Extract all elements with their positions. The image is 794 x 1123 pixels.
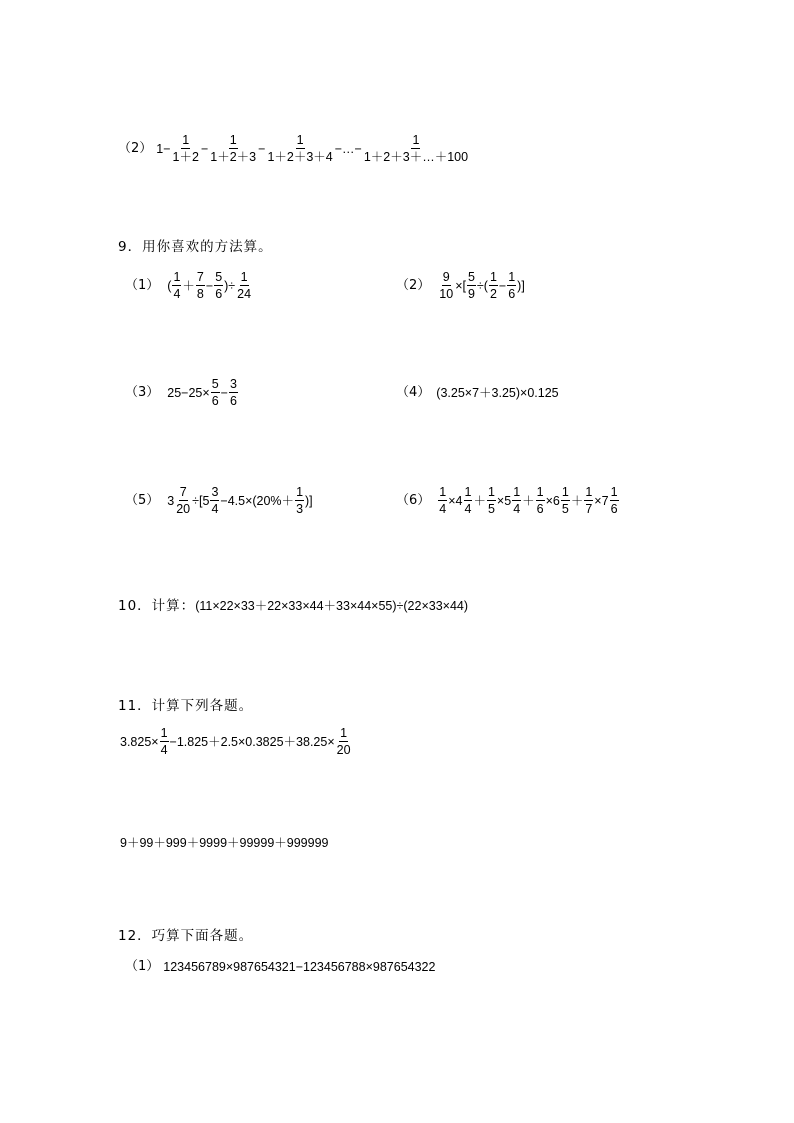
q9-part3: （3） 25−25× $\frac{5}{6}$ − $\frac{3}{6}$: [125, 377, 237, 408]
fraction: $\frac{1}{2}$: [489, 270, 497, 301]
fraction: $\frac{5}{9}$: [467, 270, 475, 301]
fraction: $\frac{1}{6}$: [508, 270, 516, 301]
fraction: $\frac{1}{4}$: [464, 485, 472, 516]
q10-heading: 10．计算：: [118, 598, 196, 614]
fraction: $\frac{1}{4}$: [439, 485, 447, 516]
q9-part5: （5） 3 $\frac{7}{20}$ ÷[5 $\frac{3}{4}$ −4.5×(20%＋ $\frac{1}{3}$ )]: [125, 485, 313, 516]
fraction: $\frac{1}{4}$: [173, 270, 181, 301]
q12-heading: 12．巧算下面各题。: [118, 928, 254, 944]
q9-part1: （1） ( $\frac{1}{4}$ ＋ $\frac{7}{8}$ − $\frac{5}{6}$ )÷ $\frac{1}{24}$: [125, 270, 252, 301]
fraction: $\frac{1}{4}$: [513, 485, 521, 516]
q11-heading: 11．计算下列各题。: [118, 698, 254, 714]
fraction: $\frac{3}{4}$: [211, 485, 219, 516]
fraction: $\frac{1}{24}$: [237, 270, 252, 301]
q9-heading: 9．用你喜欢的方法算。: [118, 239, 273, 255]
fraction: $\frac{1}{4}$: [160, 726, 168, 757]
q11-expression-1: 3.825× $\frac{1}{4}$ −1.825＋2.5×0.3825＋38.25× $\frac{1}{20}$: [120, 726, 351, 757]
fraction: $\frac{1}{6}$: [610, 485, 618, 516]
fraction: $\frac{1}{7}$: [585, 485, 593, 516]
q8-part2-lead: 1−: [156, 141, 171, 156]
fraction: $\frac{1}{5}$: [561, 485, 569, 516]
fraction: $\frac{7}{8}$: [196, 270, 204, 301]
q9-part6: （6） $\frac{1}{4}$ ×4 $\frac{1}{4}$ ＋ $\frac{1}{5}$ ×5 $\frac{1}{4}$ ＋ $\frac{1}{6}$ ×6 $\frac{1}{5}$ ＋ $\frac{1}{7}$ ×7 $\frac{1}{6}$: [396, 485, 618, 516]
fraction: $\frac{1}{1+2+3+\dots+100}$: [363, 133, 469, 164]
fraction: $\frac{1}{20}$: [336, 726, 351, 757]
q9-part2: （2） $\frac{9}{10}$ ×[ $\frac{5}{9}$ ÷( $\frac{1}{2}$ − $\frac{1}{6}$ )]: [396, 270, 525, 301]
fraction: $\frac{5}{6}$: [215, 270, 223, 301]
fraction: $\frac{7}{20}$: [176, 485, 191, 516]
fraction: $\frac{1}{3}$: [296, 485, 304, 516]
fraction: $\frac{5}{6}$: [211, 377, 219, 408]
q10-expression: (11×22×33＋22×33×44＋33×44×55)÷(22×33×44): [195, 599, 469, 613]
fraction: $\frac{1}{1+2+3+4}$: [267, 133, 333, 164]
q12-part1-expression: 123456789×987654321−123456788×987654322: [163, 960, 436, 974]
fraction: $\frac{1}{5}$: [487, 485, 495, 516]
fraction: $\frac{1}{1+2}$: [172, 133, 199, 164]
fraction: $\frac{3}{6}$: [229, 377, 237, 408]
fraction: $\frac{9}{10}$: [439, 270, 454, 301]
fraction: $\frac{1}{1+2+3}$: [210, 133, 257, 164]
q8-part2-label: （2）: [118, 140, 153, 156]
fraction: $\frac{1}{6}$: [536, 485, 544, 516]
q10: [118, 598, 468, 614]
q11-expression-2: 9＋99＋999＋9999＋99999＋999999: [120, 836, 329, 850]
q9-part4: （4） (3.25×7＋3.25)×0.125: [396, 385, 559, 400]
q12-part1: （1） 123456789×987654321−123456788×987654322: [125, 959, 436, 974]
q8-part2: （2） 1− $\frac{1}{1+2}$ − $\frac{1}{1+2+3}$ − $\frac{1}{1+2+3+4}$ −…− $\frac{1}{1+2+3+\dots+100}$: [118, 133, 469, 164]
